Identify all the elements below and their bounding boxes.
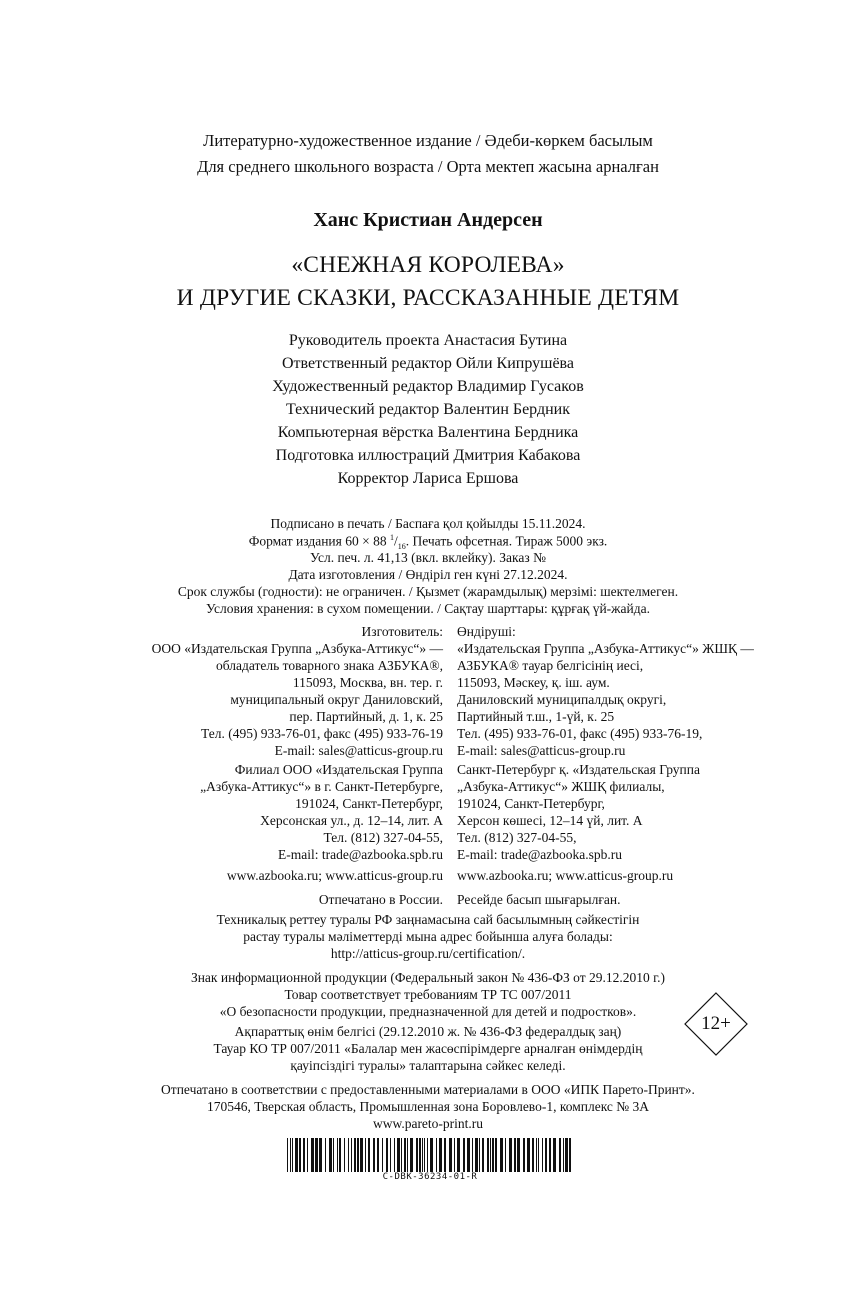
barcode-bar bbox=[354, 1138, 356, 1172]
certification-line-2: растау туралы мәліметтерді мына адрес бойынша алуға болады: bbox=[243, 929, 613, 944]
imprint-format: Формат издания 60 × 88 $^1/_{16}$. Печать офсетная. Тираж 5000 экз. bbox=[248, 533, 608, 552]
credit-layout: Компьютерная вёрстка Валентина Бердника bbox=[277, 424, 579, 441]
barcode-bar bbox=[563, 1138, 564, 1172]
info-mark-line-6: қауіпсіздігі туралы» талаптарына сәйкес келеді. bbox=[290, 1058, 566, 1073]
barcode-bar bbox=[386, 1138, 388, 1172]
credit-technical-editor: Технический редактор Валентин Бердник bbox=[286, 401, 570, 418]
printer-line-1: Отпечатано в соответствии с предоставленными материалами в ООО «ИПК Парето-Принт». bbox=[161, 1082, 695, 1097]
barcode-bar bbox=[292, 1138, 293, 1172]
barcode-bar bbox=[307, 1138, 308, 1172]
barcode-bar bbox=[295, 1138, 298, 1172]
barcode-bar bbox=[373, 1138, 375, 1172]
barcode-bar bbox=[449, 1138, 452, 1172]
barcode-bar bbox=[377, 1138, 379, 1172]
barcode-bar bbox=[397, 1138, 400, 1172]
barcode-bar bbox=[527, 1138, 530, 1172]
credit-project-lead: Руководитель проекта Анастасия Бутина bbox=[288, 332, 568, 349]
barcode-bar bbox=[517, 1138, 520, 1172]
barcode-bar bbox=[390, 1138, 391, 1172]
barcode-bar bbox=[351, 1138, 352, 1172]
barcode-bar bbox=[553, 1138, 556, 1172]
barcode-bar bbox=[439, 1138, 442, 1172]
genre-line-2: Для среднего школьного возраста / Орта мектеп жасына арналған bbox=[197, 157, 659, 176]
barcode-bar bbox=[457, 1138, 460, 1172]
barcode-bar bbox=[444, 1138, 446, 1172]
barcode-bar bbox=[424, 1138, 425, 1172]
website-ru[interactable]: www.azbooka.ru; www.atticus-group.ru bbox=[226, 868, 443, 883]
barcode-bar bbox=[325, 1138, 326, 1172]
certification-link[interactable]: http://atticus-group.ru/certification/. bbox=[330, 946, 526, 961]
barcode-bar bbox=[430, 1138, 433, 1172]
printer-website[interactable]: www.pareto-print.ru bbox=[372, 1116, 484, 1131]
barcode-bar bbox=[419, 1138, 421, 1172]
barcode-bar bbox=[472, 1138, 473, 1172]
credit-managing-editor: Ответственный редактор Ойли Кипрушёва bbox=[282, 355, 574, 372]
info-mark-line-2: Товар соответствует требованиям ТР ТС 007/2011 bbox=[284, 987, 572, 1002]
barcode-bar bbox=[536, 1138, 537, 1172]
barcode-bar bbox=[410, 1138, 413, 1172]
branch-ru: Филиал ООО «Издательская Группа „Азбука-Аттикус“» в г. Санкт-Петербурге, 191024, Санкт-Петербург, Херсонская ул., д. 12–14, лит. А Тел. (812) 327-04-55, E-mail: trade@azbooka.spb.ru bbox=[200, 762, 443, 862]
imprint-made: Дата изготовления / Өндіріл ген күні 27.12.2024. bbox=[288, 567, 568, 582]
barcode-bar bbox=[382, 1138, 383, 1172]
credit-art-editor: Художественный редактор Владимир Гусаков bbox=[272, 378, 584, 395]
credit-illustrations: Подготовка иллюстраций Дмитрия Кабакова bbox=[275, 447, 581, 464]
printed-in-russia-kz: Ресейде басып шығарылған. bbox=[457, 892, 621, 907]
book-title-line-2: И ДРУГИЕ СКАЗКИ, РАССКАЗАННЫЕ ДЕТЯМ bbox=[176, 285, 680, 311]
barcode-bar bbox=[463, 1138, 465, 1172]
barcode-bar bbox=[416, 1138, 418, 1172]
barcode-bar bbox=[344, 1138, 345, 1172]
imprint-service-life: Срок службы (годности): не ограничен. / Қызмет (жарамдылық) мерзімі: шектелмеген. bbox=[177, 584, 679, 599]
barcode-bar bbox=[545, 1138, 547, 1172]
barcode-bar bbox=[482, 1138, 484, 1172]
age-rating-text: 12+ bbox=[701, 1013, 731, 1034]
certification-line-1: Техникалық реттеу туралы РФ заңнамасына сай басылымның сәйкестігін bbox=[216, 912, 640, 927]
barcode-bar bbox=[365, 1138, 366, 1172]
barcode-bar bbox=[467, 1138, 470, 1172]
barcode-bar bbox=[509, 1138, 512, 1172]
barcode-bar bbox=[287, 1138, 288, 1172]
barcode-bar bbox=[538, 1138, 539, 1172]
info-mark-line-5: Тауар КО ТР 007/2011 «Балалар мен жасөспірімдерге арналған өнімдердің bbox=[213, 1041, 643, 1056]
author-name: Ханс Кристиан Андерсен bbox=[313, 209, 543, 231]
branch-kz: Санкт-Петербург қ. «Издательская Группа „Азбука-Аттикус“» ЖШҚ филиалы, 191024, Санкт-Петербург, Херсон көшесі, 12–14 үй, лит. А Тел. (812) 327-04-55, E-mail: trade@azbooka.spb.ru bbox=[457, 762, 700, 862]
printer-line-2: 170546, Тверская область, Промышленная зона Боровлево-1, комплекс № 3А bbox=[206, 1099, 650, 1114]
barcode-bar bbox=[337, 1138, 338, 1172]
barcode-bar bbox=[299, 1138, 301, 1172]
barcode-bar bbox=[422, 1138, 423, 1172]
barcode-bar bbox=[394, 1138, 395, 1172]
barcode-bar bbox=[368, 1138, 370, 1172]
barcode-bar bbox=[495, 1138, 497, 1172]
info-mark-line-1: Знак информационной продукции (Федеральный закон № 436-ФЗ от 29.12.2010 г.) bbox=[190, 970, 666, 985]
barcode-bar bbox=[490, 1138, 491, 1172]
barcode-bar bbox=[407, 1138, 408, 1172]
imprint-signed: Подписано в печать / Баспаға қол қойылды 15.11.2024. bbox=[270, 516, 586, 531]
barcode bbox=[287, 1138, 573, 1172]
genre-line-1: Литературно-художественное издание / Әдеби-көркем басылым bbox=[203, 131, 653, 150]
credit-proofreader: Корректор Лариса Ершова bbox=[337, 470, 519, 487]
barcode-bar bbox=[333, 1138, 334, 1172]
barcode-bar bbox=[436, 1138, 437, 1172]
barcode-bar bbox=[357, 1138, 359, 1172]
barcode-bar bbox=[348, 1138, 349, 1172]
barcode-bar bbox=[339, 1138, 341, 1172]
book-title-line-1: «СНЕЖНАЯ КОРОЛЕВА» bbox=[291, 252, 565, 278]
printed-in-russia-ru: Отпечатано в России. bbox=[318, 892, 443, 907]
barcode-bar bbox=[569, 1138, 571, 1172]
barcode-bar bbox=[290, 1138, 291, 1172]
info-mark-line-3: «О безопасности продукции, предназначенной для детей и подростков». bbox=[219, 1004, 637, 1019]
barcode-bar bbox=[360, 1138, 363, 1172]
barcode-text: C-DBK-36234-01-R bbox=[382, 1172, 478, 1182]
barcode-bar bbox=[427, 1138, 428, 1172]
barcode-bar bbox=[319, 1138, 322, 1172]
barcode-bar bbox=[542, 1138, 543, 1172]
manufacturer-kz: Өндіруші: «Издательская Группа „Азбука-Аттикус“» ЖШҚ — АЗБУКА® тауар белгісінің иесі, 115093, Мәскеу, қ. іш. аум. Даниловский муниципалдық округі, Партийный т.ш., 1-үй, к. 25 Тел. (495) 933-76-01, факс (495) 933-76-19, E-mail: sales@atticus-group.ru bbox=[457, 624, 754, 758]
barcode-bar bbox=[559, 1138, 561, 1172]
barcode-bar bbox=[514, 1138, 516, 1172]
info-mark-line-4: Ақпараттық өнім белгісі (29.12.2010 ж. № 436-ФЗ федералдық заң) bbox=[234, 1024, 622, 1039]
website-kz[interactable]: www.azbooka.ru; www.atticus-group.ru bbox=[457, 868, 674, 883]
barcode-bar bbox=[315, 1138, 318, 1172]
barcode-bar bbox=[549, 1138, 551, 1172]
barcode-bar bbox=[565, 1138, 568, 1172]
manufacturer-ru: Изготовитель: ООО «Издательская Группа „Азбука-Аттикус“» — обладатель товарного знака АЗБУКА®, 115093, Москва, вн. тер. г. муниципальный округ Даниловский, пер. Партийный, д. 1, к. 25 Тел. (495) 933-76-01, факс (495) 933-76-19 E-mail: sales@atticus-group.ru bbox=[151, 624, 443, 758]
barcode-bar bbox=[500, 1138, 503, 1172]
barcode-bar bbox=[329, 1138, 332, 1172]
barcode-bar bbox=[523, 1138, 525, 1172]
barcode-bar bbox=[404, 1138, 406, 1172]
barcode-bar bbox=[479, 1138, 480, 1172]
barcode-bar bbox=[505, 1138, 506, 1172]
barcode-bar bbox=[303, 1138, 305, 1172]
barcode-bar bbox=[311, 1138, 314, 1172]
barcode-bar bbox=[401, 1138, 402, 1172]
barcode-bar bbox=[487, 1138, 489, 1172]
barcode-bar bbox=[475, 1138, 478, 1172]
barcode-bar bbox=[532, 1138, 534, 1172]
barcode-bar bbox=[492, 1138, 494, 1172]
imprint-sheets: Усл. печ. л. 41,13 (вкл. вклейку). Заказ № bbox=[310, 550, 546, 565]
age-rating-badge bbox=[684, 992, 748, 1056]
barcode-bar bbox=[454, 1138, 455, 1172]
imprint-storage: Условия хранения: в сухом помещении. / Сақтау шарттары: құрғақ үй-жайда. bbox=[206, 601, 650, 616]
